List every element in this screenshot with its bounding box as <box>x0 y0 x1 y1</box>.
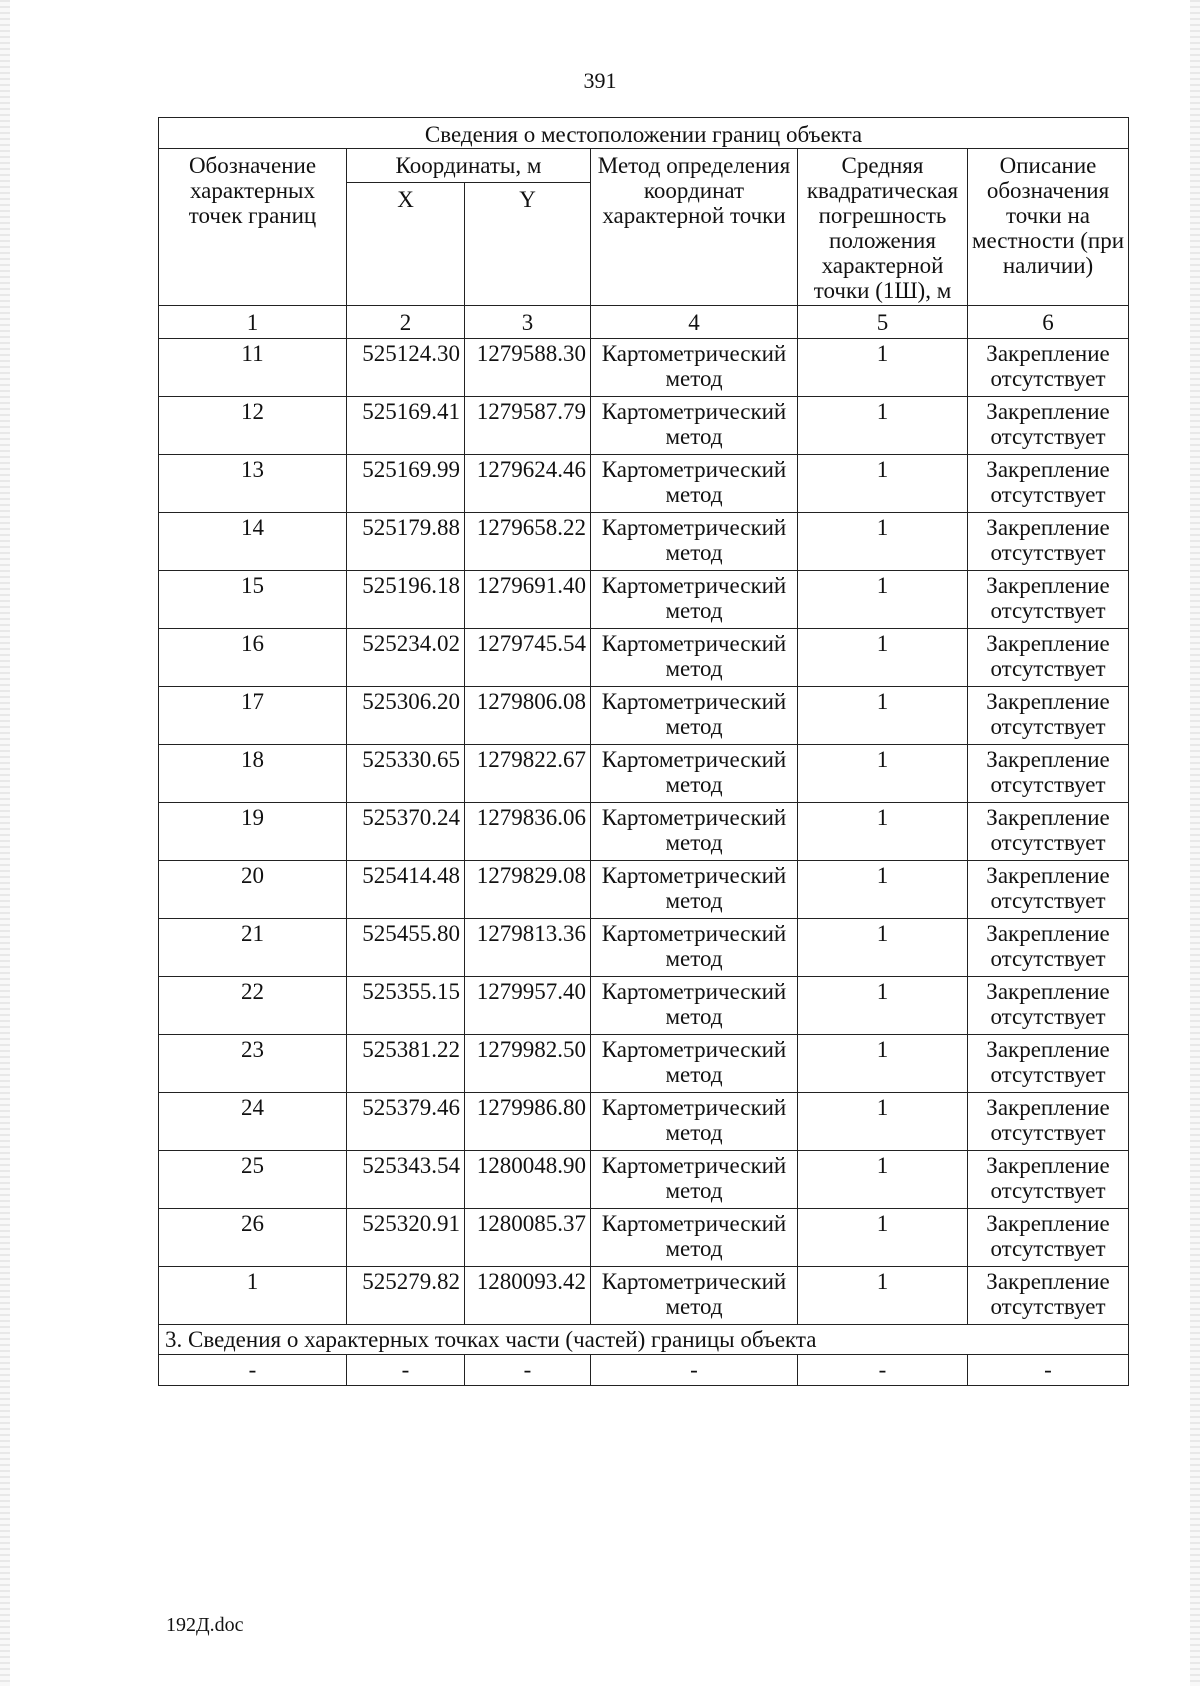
point-cell: 24 <box>159 1093 347 1151</box>
section-value: - <box>465 1355 591 1386</box>
x-coordinate-cell: 525234.02 <box>347 629 465 687</box>
boundary-coordinates-table <box>158 117 1129 1386</box>
description-cell: Закрепление отсутствует <box>968 339 1129 397</box>
x-coordinate-cell: 525379.46 <box>347 1093 465 1151</box>
method-cell: Картометрический метод <box>591 455 798 513</box>
x-coordinate-cell: 525169.41 <box>347 397 465 455</box>
method-cell: Картометрический метод <box>591 803 798 861</box>
header-x: X <box>347 182 465 305</box>
section-value: - <box>798 1355 968 1386</box>
document-filename: 192Д.doc <box>166 1614 244 1636</box>
section-value: - <box>968 1355 1129 1386</box>
description-cell: Закрепление отсутствует <box>968 1093 1129 1151</box>
table-row <box>159 629 1129 687</box>
header-description: Описание обозначения точки на местности (при наличии) <box>968 149 1129 306</box>
column-number: 6 <box>968 306 1129 339</box>
description-cell: Закрепление отсутствует <box>968 919 1129 977</box>
method-cell: Картометрический метод <box>591 571 798 629</box>
y-coordinate-cell: 1279587.79 <box>465 397 591 455</box>
method-cell: Картометрический метод <box>591 1151 798 1209</box>
y-coordinate-cell: 1280085.37 <box>465 1209 591 1267</box>
table-row <box>159 397 1129 455</box>
x-coordinate-cell: 525370.24 <box>347 803 465 861</box>
error-cell: 1 <box>798 629 968 687</box>
error-cell: 1 <box>798 571 968 629</box>
x-coordinate-cell: 525381.22 <box>347 1035 465 1093</box>
method-cell: Картометрический метод <box>591 919 798 977</box>
header-coordinates: Координаты, м <box>347 149 591 183</box>
error-cell: 1 <box>798 803 968 861</box>
section-value: - <box>159 1355 347 1386</box>
scan-edge-right <box>1190 0 1200 1686</box>
description-cell: Закрепление отсутствует <box>968 571 1129 629</box>
x-coordinate-cell: 525124.30 <box>347 339 465 397</box>
y-coordinate-cell: 1279829.08 <box>465 861 591 919</box>
y-coordinate-cell: 1279745.54 <box>465 629 591 687</box>
point-cell: 12 <box>159 397 347 455</box>
column-number: 5 <box>798 306 968 339</box>
method-cell: Картометрический метод <box>591 977 798 1035</box>
header-point: Обозначение характерных точек границ <box>159 149 347 306</box>
x-coordinate-cell: 525320.91 <box>347 1209 465 1267</box>
y-coordinate-cell: 1279624.46 <box>465 455 591 513</box>
boundary-table-container <box>158 117 1128 1386</box>
x-coordinate-cell: 525306.20 <box>347 687 465 745</box>
table-row <box>159 861 1129 919</box>
error-cell: 1 <box>798 1209 968 1267</box>
y-coordinate-cell: 1279957.40 <box>465 977 591 1035</box>
table-row <box>159 745 1129 803</box>
x-coordinate-cell: 525355.15 <box>347 977 465 1035</box>
description-cell: Закрепление отсутствует <box>968 455 1129 513</box>
method-cell: Картометрический метод <box>591 861 798 919</box>
method-cell: Картометрический метод <box>591 1209 798 1267</box>
table-row <box>159 919 1129 977</box>
column-number-row <box>159 306 1129 339</box>
description-cell: Закрепление отсутствует <box>968 1267 1129 1325</box>
description-cell: Закрепление отсутствует <box>968 1035 1129 1093</box>
error-cell: 1 <box>798 513 968 571</box>
y-coordinate-cell: 1279822.67 <box>465 745 591 803</box>
error-cell: 1 <box>798 1151 968 1209</box>
point-cell: 14 <box>159 513 347 571</box>
point-cell: 19 <box>159 803 347 861</box>
error-cell: 1 <box>798 397 968 455</box>
point-cell: 17 <box>159 687 347 745</box>
section-value: - <box>347 1355 465 1386</box>
description-cell: Закрепление отсутствует <box>968 513 1129 571</box>
table-title: Сведения о местоположении границ объекта <box>159 118 1129 149</box>
table-row <box>159 513 1129 571</box>
table-row <box>159 1093 1129 1151</box>
x-coordinate-cell: 525330.65 <box>347 745 465 803</box>
point-cell: 20 <box>159 861 347 919</box>
y-coordinate-cell: 1280093.42 <box>465 1267 591 1325</box>
error-cell: 1 <box>798 339 968 397</box>
section-title: 3. Сведения о характерных точках части (частей) границы объекта <box>159 1325 1129 1355</box>
x-coordinate-cell: 525179.88 <box>347 513 465 571</box>
y-coordinate-cell: 1279588.30 <box>465 339 591 397</box>
section-values-row <box>159 1355 1129 1386</box>
point-cell: 22 <box>159 977 347 1035</box>
error-cell: 1 <box>798 1035 968 1093</box>
page-number: 391 <box>583 68 617 93</box>
header-y: Y <box>465 182 591 305</box>
y-coordinate-cell: 1279836.06 <box>465 803 591 861</box>
point-cell: 18 <box>159 745 347 803</box>
method-cell: Картометрический метод <box>591 629 798 687</box>
y-coordinate-cell: 1279813.36 <box>465 919 591 977</box>
table-title-row <box>159 118 1129 149</box>
error-cell: 1 <box>798 919 968 977</box>
point-cell: 23 <box>159 1035 347 1093</box>
x-coordinate-cell: 525196.18 <box>347 571 465 629</box>
point-cell: 25 <box>159 1151 347 1209</box>
description-cell: Закрепление отсутствует <box>968 861 1129 919</box>
point-cell: 21 <box>159 919 347 977</box>
description-cell: Закрепление отсутствует <box>968 745 1129 803</box>
scan-edge-left <box>0 0 10 1686</box>
description-cell: Закрепление отсутствует <box>968 1209 1129 1267</box>
table-row <box>159 977 1129 1035</box>
x-coordinate-cell: 525414.48 <box>347 861 465 919</box>
table-row <box>159 1209 1129 1267</box>
point-cell: 13 <box>159 455 347 513</box>
description-cell: Закрепление отсутствует <box>968 977 1129 1035</box>
header-error: Средняя квадратическая погрешность положения характерной точки (1Ш), м <box>798 149 968 306</box>
description-cell: Закрепление отсутствует <box>968 629 1129 687</box>
y-coordinate-cell: 1279658.22 <box>465 513 591 571</box>
table-row <box>159 1035 1129 1093</box>
table-row <box>159 1267 1129 1325</box>
column-number: 4 <box>591 306 798 339</box>
column-number: 1 <box>159 306 347 339</box>
section-title-row <box>159 1325 1129 1355</box>
column-number: 3 <box>465 306 591 339</box>
section-value: - <box>591 1355 798 1386</box>
error-cell: 1 <box>798 745 968 803</box>
table-row <box>159 339 1129 397</box>
method-cell: Картометрический метод <box>591 745 798 803</box>
point-cell: 11 <box>159 339 347 397</box>
error-cell: 1 <box>798 687 968 745</box>
method-cell: Картометрический метод <box>591 339 798 397</box>
error-cell: 1 <box>798 861 968 919</box>
error-cell: 1 <box>798 1093 968 1151</box>
column-number: 2 <box>347 306 465 339</box>
y-coordinate-cell: 1279986.80 <box>465 1093 591 1151</box>
point-cell: 1 <box>159 1267 347 1325</box>
error-cell: 1 <box>798 455 968 513</box>
method-cell: Картометрический метод <box>591 1035 798 1093</box>
y-coordinate-cell: 1279806.08 <box>465 687 591 745</box>
x-coordinate-cell: 525279.82 <box>347 1267 465 1325</box>
error-cell: 1 <box>798 1267 968 1325</box>
y-coordinate-cell: 1279691.40 <box>465 571 591 629</box>
description-cell: Закрепление отсутствует <box>968 803 1129 861</box>
x-coordinate-cell: 525455.80 <box>347 919 465 977</box>
method-cell: Картометрический метод <box>591 687 798 745</box>
header-row-1 <box>159 149 1129 183</box>
table-row <box>159 455 1129 513</box>
table-row <box>159 571 1129 629</box>
table-row <box>159 1151 1129 1209</box>
point-cell: 26 <box>159 1209 347 1267</box>
header-method: Метод определения координат характерной точки <box>591 149 798 306</box>
method-cell: Картометрический метод <box>591 1267 798 1325</box>
method-cell: Картометрический метод <box>591 397 798 455</box>
y-coordinate-cell: 1280048.90 <box>465 1151 591 1209</box>
table-row <box>159 803 1129 861</box>
description-cell: Закрепление отсутствует <box>968 687 1129 745</box>
point-cell: 16 <box>159 629 347 687</box>
method-cell: Картометрический метод <box>591 513 798 571</box>
error-cell: 1 <box>798 977 968 1035</box>
x-coordinate-cell: 525169.99 <box>347 455 465 513</box>
table-row <box>159 687 1129 745</box>
description-cell: Закрепление отсутствует <box>968 397 1129 455</box>
method-cell: Картометрический метод <box>591 1093 798 1151</box>
y-coordinate-cell: 1279982.50 <box>465 1035 591 1093</box>
x-coordinate-cell: 525343.54 <box>347 1151 465 1209</box>
description-cell: Закрепление отсутствует <box>968 1151 1129 1209</box>
point-cell: 15 <box>159 571 347 629</box>
